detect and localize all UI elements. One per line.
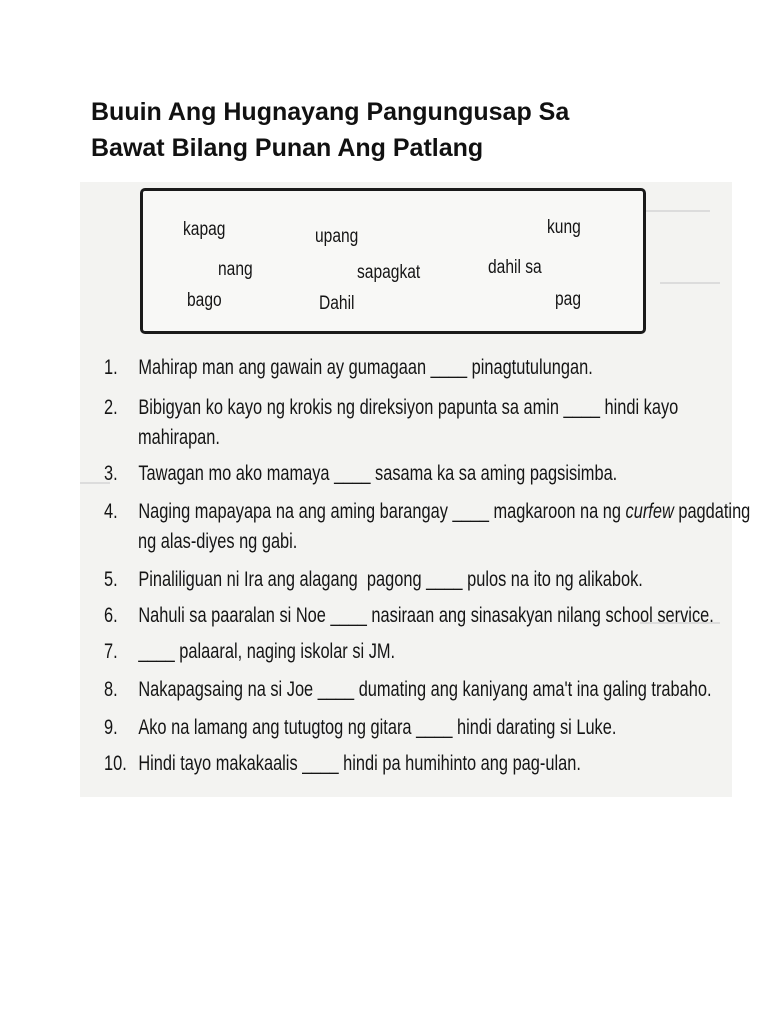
bleed-through-line	[660, 282, 720, 284]
word-bank-item: nang	[218, 259, 253, 280]
item-text: Nahuli sa paaralan si Noe ____ nasiraan ang sinasakyan nilang school service.	[138, 604, 714, 627]
item-text-start: Naging mapayapa na ang aming barangay ____ magkaroon na ng	[138, 500, 626, 523]
item-number: 5.	[104, 568, 118, 591]
item-continuation: mahirapan.	[138, 426, 220, 449]
word-bank-item: upang	[315, 226, 359, 247]
item-number: 1.	[104, 356, 118, 379]
exercise-item-9	[104, 712, 616, 744]
word-bank-item: bago	[187, 290, 222, 311]
item-number: 6.	[104, 604, 118, 627]
word-bank-box	[140, 188, 646, 334]
exercise-item-7	[104, 636, 395, 668]
title-line-1: Buuin Ang Hugnayang Pangungusap Sa	[91, 98, 570, 126]
item-continuation: ng alas-diyes ng gabi.	[138, 530, 298, 553]
exercise-item-4	[104, 496, 750, 528]
item-text-italic: curfew	[625, 500, 674, 523]
item-text: Bibigyan ko kayo ng krokis ng direksiyon papunta sa amin ____ hindi kayo	[138, 396, 679, 419]
exercise-item-5	[104, 564, 643, 596]
item-text-end: pagdating	[673, 500, 751, 523]
item-text: ____ palaaral, naging iskolar si JM.	[138, 640, 396, 663]
item-text: Nakapagsaing na si Joe ____ dumating ang kaniyang ama't ina galing trabaho.	[138, 678, 712, 701]
item-number: 8.	[104, 678, 118, 701]
item-number: 2.	[104, 396, 118, 419]
item-text: Pinaliliguan ni Ira ang alagang pagong ____ pulos na ito ng alikabok.	[138, 568, 643, 591]
item-text: Hindi tayo makakaalis ____ hindi pa humihinto ang pag-ulan.	[138, 752, 581, 775]
word-bank-item: sapagkat	[357, 262, 421, 283]
word-bank-item: pag	[555, 289, 581, 310]
item-number: 10.	[104, 752, 127, 775]
item-text: Ako na lamang ang tutugtog ng gitara ____ hindi darating si Luke.	[138, 716, 617, 739]
exercise-item-10	[104, 748, 581, 780]
word-bank-item: kung	[547, 217, 581, 238]
exercise-item-3	[104, 458, 617, 490]
word-bank-item: kapag	[183, 219, 226, 240]
title-line-2: Bawat Bilang Punan Ang Patlang	[91, 134, 484, 162]
worksheet-title	[91, 94, 711, 166]
exercise-item-1	[104, 352, 593, 384]
item-number: 9.	[104, 716, 118, 739]
exercise-item-8	[104, 674, 712, 706]
word-bank-item: dahil sa	[488, 257, 542, 278]
word-bank-item: Dahil	[319, 293, 355, 314]
exercise-item-2	[104, 392, 678, 424]
exercise-item-6	[104, 600, 714, 632]
item-text: Tawagan mo ako mamaya ____ sasama ka sa aming pagsisimba.	[138, 462, 618, 485]
item-number: 7.	[104, 640, 118, 663]
item-number: 3.	[104, 462, 118, 485]
item-text: Mahirap man ang gawain ay gumagaan ____ pinagtutulungan.	[138, 356, 593, 379]
item-number: 4.	[104, 500, 118, 523]
bleed-through-line	[640, 210, 710, 212]
